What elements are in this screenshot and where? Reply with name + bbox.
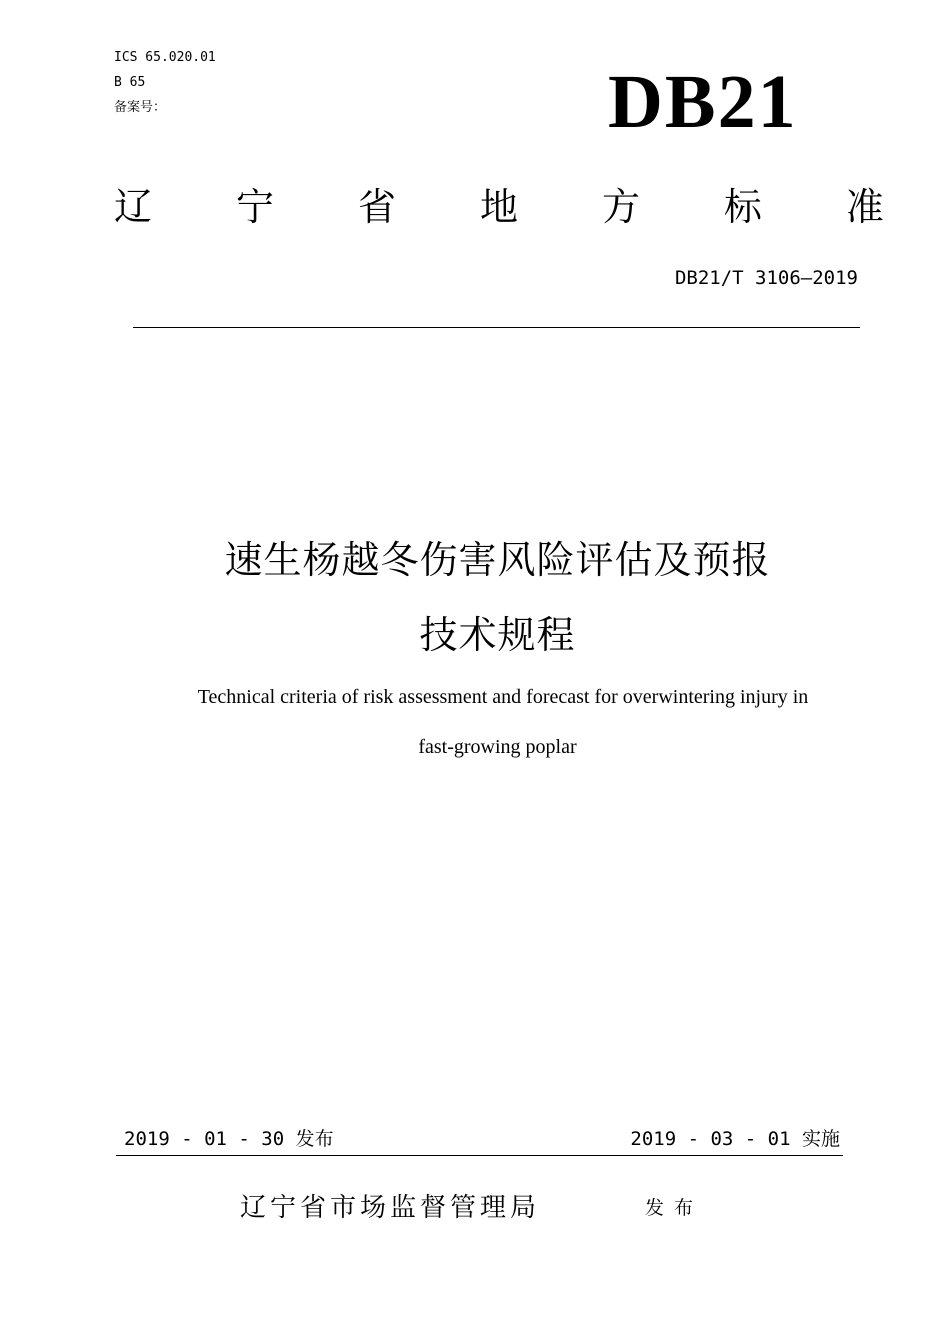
title-chinese-line-2: 技术规程 — [419, 613, 576, 657]
issuing-authority: 辽宁省市场监督管理局 — [240, 1193, 541, 1223]
standard-type-char: 辽 — [114, 185, 153, 229]
db21-logo: DB21 — [608, 60, 798, 144]
title-english-line-1: Technical criteria of risk assessment and forecast for overwintering injury in — [197, 686, 809, 708]
top-divider — [133, 327, 860, 328]
issue-date: 2019 - 01 - 30 发布 — [124, 1128, 334, 1150]
ics-code: ICS 65.020.01 — [114, 50, 216, 65]
standard-type-char: 省 — [357, 185, 396, 229]
ccs-code: B 65 — [114, 75, 146, 90]
standard-type-char: 宁 — [235, 185, 274, 229]
standard-type-char: 地 — [479, 185, 518, 229]
filing-number-label: 备案号： — [114, 100, 167, 115]
title-chinese-line-1: 速生杨越冬伤害风险评估及预报 — [224, 538, 771, 582]
standard-type-heading — [114, 184, 884, 230]
standard-type-char: 标 — [723, 185, 762, 229]
title-english-line-2: fast-growing poplar — [418, 736, 577, 758]
implementation-date: 2019 - 03 - 01 实施 — [630, 1128, 840, 1150]
bottom-divider — [116, 1155, 843, 1156]
standard-type-char: 准 — [845, 185, 884, 229]
standard-type-char: 方 — [601, 185, 640, 229]
issue-label: 发布 — [645, 1197, 704, 1219]
standard-number: DB21/T 3106—2019 — [674, 267, 858, 289]
